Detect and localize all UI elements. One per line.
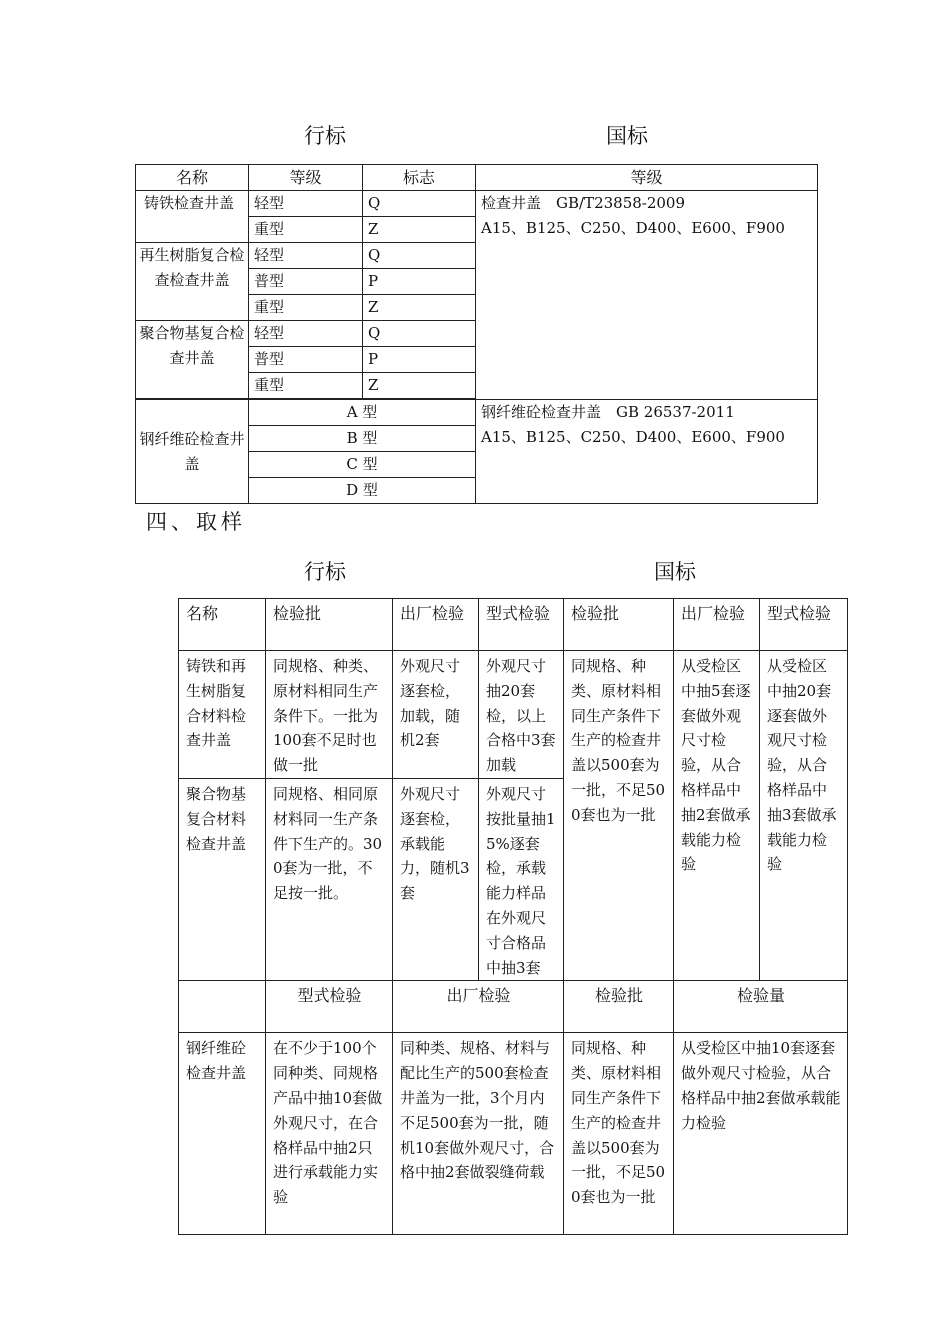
product-name: 聚合物基复合检查井盖 — [136, 321, 249, 399]
steel-type-cell: B 型 — [249, 426, 476, 452]
type-cell: 外观尺寸抽20套检，以上合格中3套加载 — [479, 651, 564, 779]
steel-type-cell: C 型 — [249, 452, 476, 478]
steel-type-cell: 在不少于100个同种类、同规格产品中抽10套做外观尺寸，在合格样品中抽2只进行承载能力实验 — [266, 1033, 393, 1235]
mark-cell: Z — [363, 295, 476, 321]
grade-cell: 轻型 — [249, 243, 363, 269]
section2-left-heading: 行标 — [304, 560, 346, 584]
product-name: 钢纤维砼检查井盖 — [179, 1033, 266, 1235]
grade-cell: 普型 — [249, 347, 363, 373]
subheader-factory: 出厂检验 — [393, 981, 564, 1033]
grade-cell: 普型 — [249, 269, 363, 295]
subheader-batch: 检验批 — [564, 981, 674, 1033]
header-name: 名称 — [136, 165, 249, 191]
national-type-cell: 从受检区中抽20套逐套做外观尺寸检验，从合格样品中抽3套做承载能力检验 — [760, 651, 848, 981]
national-standard-line: 检查井盖 GB/T23858-2009 — [481, 194, 686, 212]
grade-table — [135, 164, 818, 504]
subheader-quantity: 检验量 — [674, 981, 848, 1033]
batch-cell: 同规格、相同原材料同一生产条件下生产的。300套为一批，不足按一批。 — [266, 778, 393, 980]
header-batch: 检验批 — [266, 599, 393, 651]
header-factory-inspection: 出厂检验 — [393, 599, 479, 651]
product-name: 聚合物基复合材料检查井盖 — [179, 778, 266, 980]
national-standard-cell — [476, 191, 818, 400]
grade-cell: 重型 — [249, 217, 363, 243]
section-title: 四、取样 — [146, 510, 246, 534]
header-national-factory: 出厂检验 — [674, 599, 760, 651]
grade-cell: 轻型 — [249, 321, 363, 347]
type-cell: 外观尺寸按批量抽15%逐套检，承载能力样品在外观尺寸合格品中抽3套 — [479, 778, 564, 980]
factory-cell: 外观尺寸逐套检，加载，随机2套 — [393, 651, 479, 779]
header-national-type: 型式检验 — [760, 599, 848, 651]
product-name: 铸铁检查井盖 — [136, 191, 249, 243]
mark-cell: P — [363, 269, 476, 295]
section1-left-heading: 行标 — [304, 124, 346, 148]
mark-cell: Q — [363, 243, 476, 269]
section2-right-heading: 国标 — [654, 560, 696, 584]
product-name: 再生树脂复合检查检查井盖 — [136, 243, 249, 321]
mark-cell: Q — [363, 191, 476, 217]
blank-cell — [179, 981, 266, 1033]
batch-cell: 同规格、种类、原材料相同生产条件下。一批为100套不足时也做一批 — [266, 651, 393, 779]
header-national-grade: 等级 — [476, 165, 818, 191]
steel-type-cell: D 型 — [249, 478, 476, 504]
national-standard-line: 钢纤维砼检查井盖 GB 26537-2011 — [481, 403, 735, 421]
steel-factory-cell: 同种类、规格、材料与配比生产的500套检查井盖为一批，3个月内不足500套为一批，随机10套做外观尺寸，合格中抽2套做裂缝荷载 — [393, 1033, 564, 1235]
national-classes-line: A15、B125、C250、D400、E600、F900 — [481, 428, 785, 446]
section1-right-heading: 国标 — [606, 124, 648, 148]
header-type-inspection: 型式检验 — [479, 599, 564, 651]
grade-cell: 重型 — [249, 295, 363, 321]
steel-quantity-cell: 从受检区中抽10套逐套做外观尺寸检验，从合格样品中抽2套做承载能力检验 — [674, 1033, 848, 1235]
national-batch-cell: 同规格、种类、原材料相同生产条件下生产的检查井盖以500套为一批，不足500套也为一批 — [564, 651, 674, 981]
mark-cell: Q — [363, 321, 476, 347]
national-standard-cell — [476, 400, 818, 504]
grade-cell: 轻型 — [249, 191, 363, 217]
header-national-batch: 检验批 — [564, 599, 674, 651]
subheader-type: 型式检验 — [266, 981, 393, 1033]
mark-cell: P — [363, 347, 476, 373]
steel-batch-cell: 同规格、种类、原材料相同生产条件下生产的检查井盖以500套为一批，不足500套也为一批 — [564, 1033, 674, 1235]
header-name: 名称 — [179, 599, 266, 651]
national-classes-line: A15、B125、C250、D400、E600、F900 — [481, 219, 785, 237]
header-mark: 标志 — [363, 165, 476, 191]
product-name: 铸铁和再生树脂复合材料检查井盖 — [179, 651, 266, 779]
mark-cell: Z — [363, 373, 476, 399]
mark-cell: Z — [363, 217, 476, 243]
header-grade: 等级 — [249, 165, 363, 191]
factory-cell: 外观尺寸逐套检，承载能力，随机3套 — [393, 778, 479, 980]
product-name: 钢纤维砼检查井盖 — [136, 400, 249, 504]
sampling-table — [178, 598, 848, 1235]
national-factory-cell: 从受检区中抽5套逐套做外观尺寸检验，从合格样品中抽2套做承载能力检验 — [674, 651, 760, 981]
grade-cell: 重型 — [249, 373, 363, 399]
steel-type-cell: A 型 — [249, 400, 476, 426]
